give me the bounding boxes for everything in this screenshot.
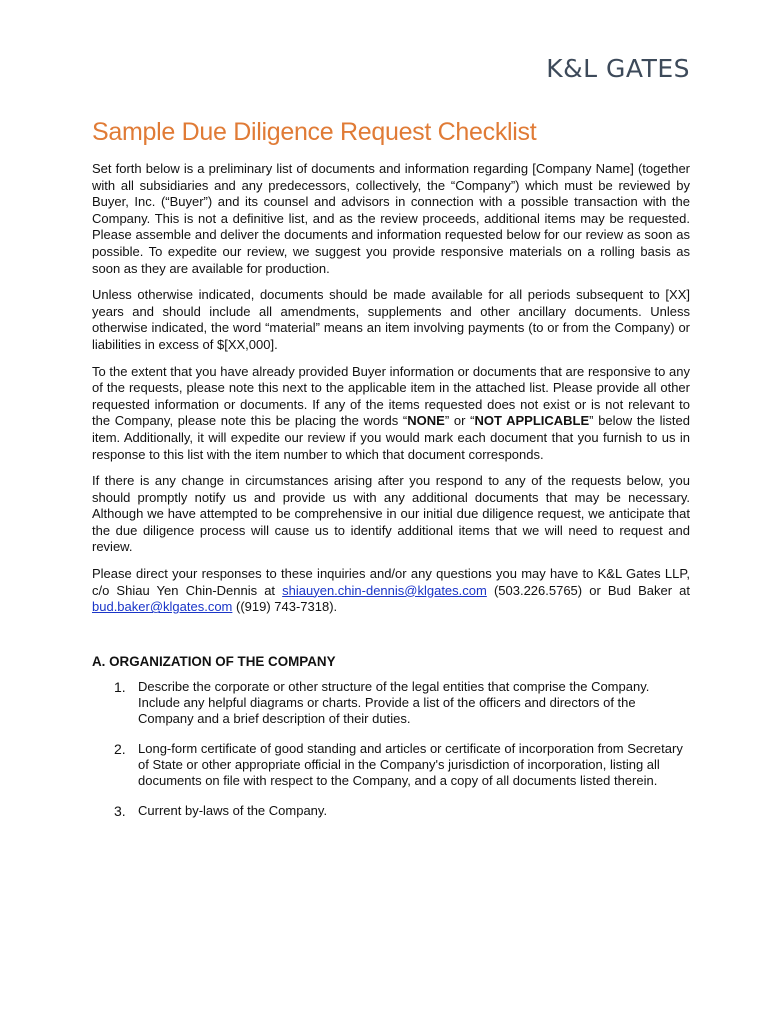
periods-paragraph: Unless otherwise indicated, documents should be made available for all periods subsequent to [XX] years and should include all amendments, supplements and other ancillary documents. Unless otherwise indicated, the word “material” means an item involving payments (to or from the Company) or liabilities in excess of $[XX,000]. — [92, 287, 690, 352]
list-item — [92, 741, 690, 789]
list-item-number: 1. — [114, 678, 126, 695]
instructions-text-c: ” below the listed item. Additionally, it will expedite our review if you would mark each document that you furnish to us in response to this list with the item number to which that document corresponds. — [92, 413, 690, 462]
intro-paragraph: Set forth below is a preliminary list of documents and information regarding [Company Name] (together with all subsidiaries and any predecessors, collectively, the “Company”) which must be reviewed by Buyer, Inc. (“Buyer”) and its counsel and advisors in connection with a possible transaction with the Company. This is not a definitive list, and as the review proceeds, additional items may be requested. Please assemble and deliver the documents and information requested below for our review as soon as possible. To expedite our review, we suggest you provide responsive materials on a rolling basis as soon as they are available for production. — [92, 161, 690, 276]
not-applicable-keyword: NOT APPLICABLE — [474, 413, 590, 429]
contact-text-a: Please direct your responses to these inquiries and/or any questions you may have to K&L Gates LLP, c/o Shiau Yen Chin-Dennis at — [92, 566, 690, 598]
list-item-text: Current by-laws of the Company. — [138, 802, 328, 818]
document-body — [92, 118, 690, 833]
email-link-chin-dennis[interactable]: shiauyen.chin-dennis@klgates.com — [282, 582, 487, 598]
instructions-text-b: ” or “ — [444, 413, 475, 429]
instructions-text-a: To the extent that you have already provided Buyer information or documents that are responsive to any of the requests, please note this next to the applicable item in the attached list. Please provide all other requested information or documents. If any of the items requested does not exist or is not relevant to the Company, please note this be placing the words “ — [92, 363, 690, 429]
list-item-text: Long-form certificate of good standing and articles or certificate of incorporation from Secretary of State or other appropriate official in the Company's jurisdiction of incorporation, listing all documents on file with respect to the Company, and a copy of all documents listed therein. — [138, 740, 683, 788]
list-item — [92, 803, 690, 819]
instructions-paragraph — [92, 364, 690, 464]
list-item — [92, 679, 690, 727]
contact-text-c: ((919) 743-7318). — [232, 599, 338, 615]
contact-paragraph — [92, 566, 690, 616]
klgates-logo: K&L GATES — [546, 54, 690, 83]
none-keyword: NONE — [407, 413, 445, 429]
contact-text-b: (503.226.5765) or Bud Baker at — [486, 582, 690, 598]
changes-paragraph: If there is any change in circumstances arising after you respond to any of the requests below, you should promptly notify us and provide us with any additional documents that may be necessary. Although we have attempted to be comprehensive in our initial due diligence request, we anticipate that the due diligence process will cause us to identify additional items that we will need to request and review. — [92, 473, 690, 555]
email-link-baker[interactable]: bud.baker@klgates.com — [92, 599, 233, 615]
list-item-number: 2. — [114, 740, 126, 757]
section-heading-organization: A. ORGANIZATION OF THE COMPANY — [92, 653, 336, 669]
organization-items-list — [92, 679, 690, 819]
document-title: Sample Due Diligence Request Checklist — [92, 118, 537, 146]
list-item-text: Describe the corporate or other structure of the legal entities that comprise the Company. Include any helpful diagrams or charts. Provide a list of the officers and directors of the Company and a brief description of their duties. — [138, 678, 650, 726]
list-item-number: 3. — [114, 802, 126, 819]
